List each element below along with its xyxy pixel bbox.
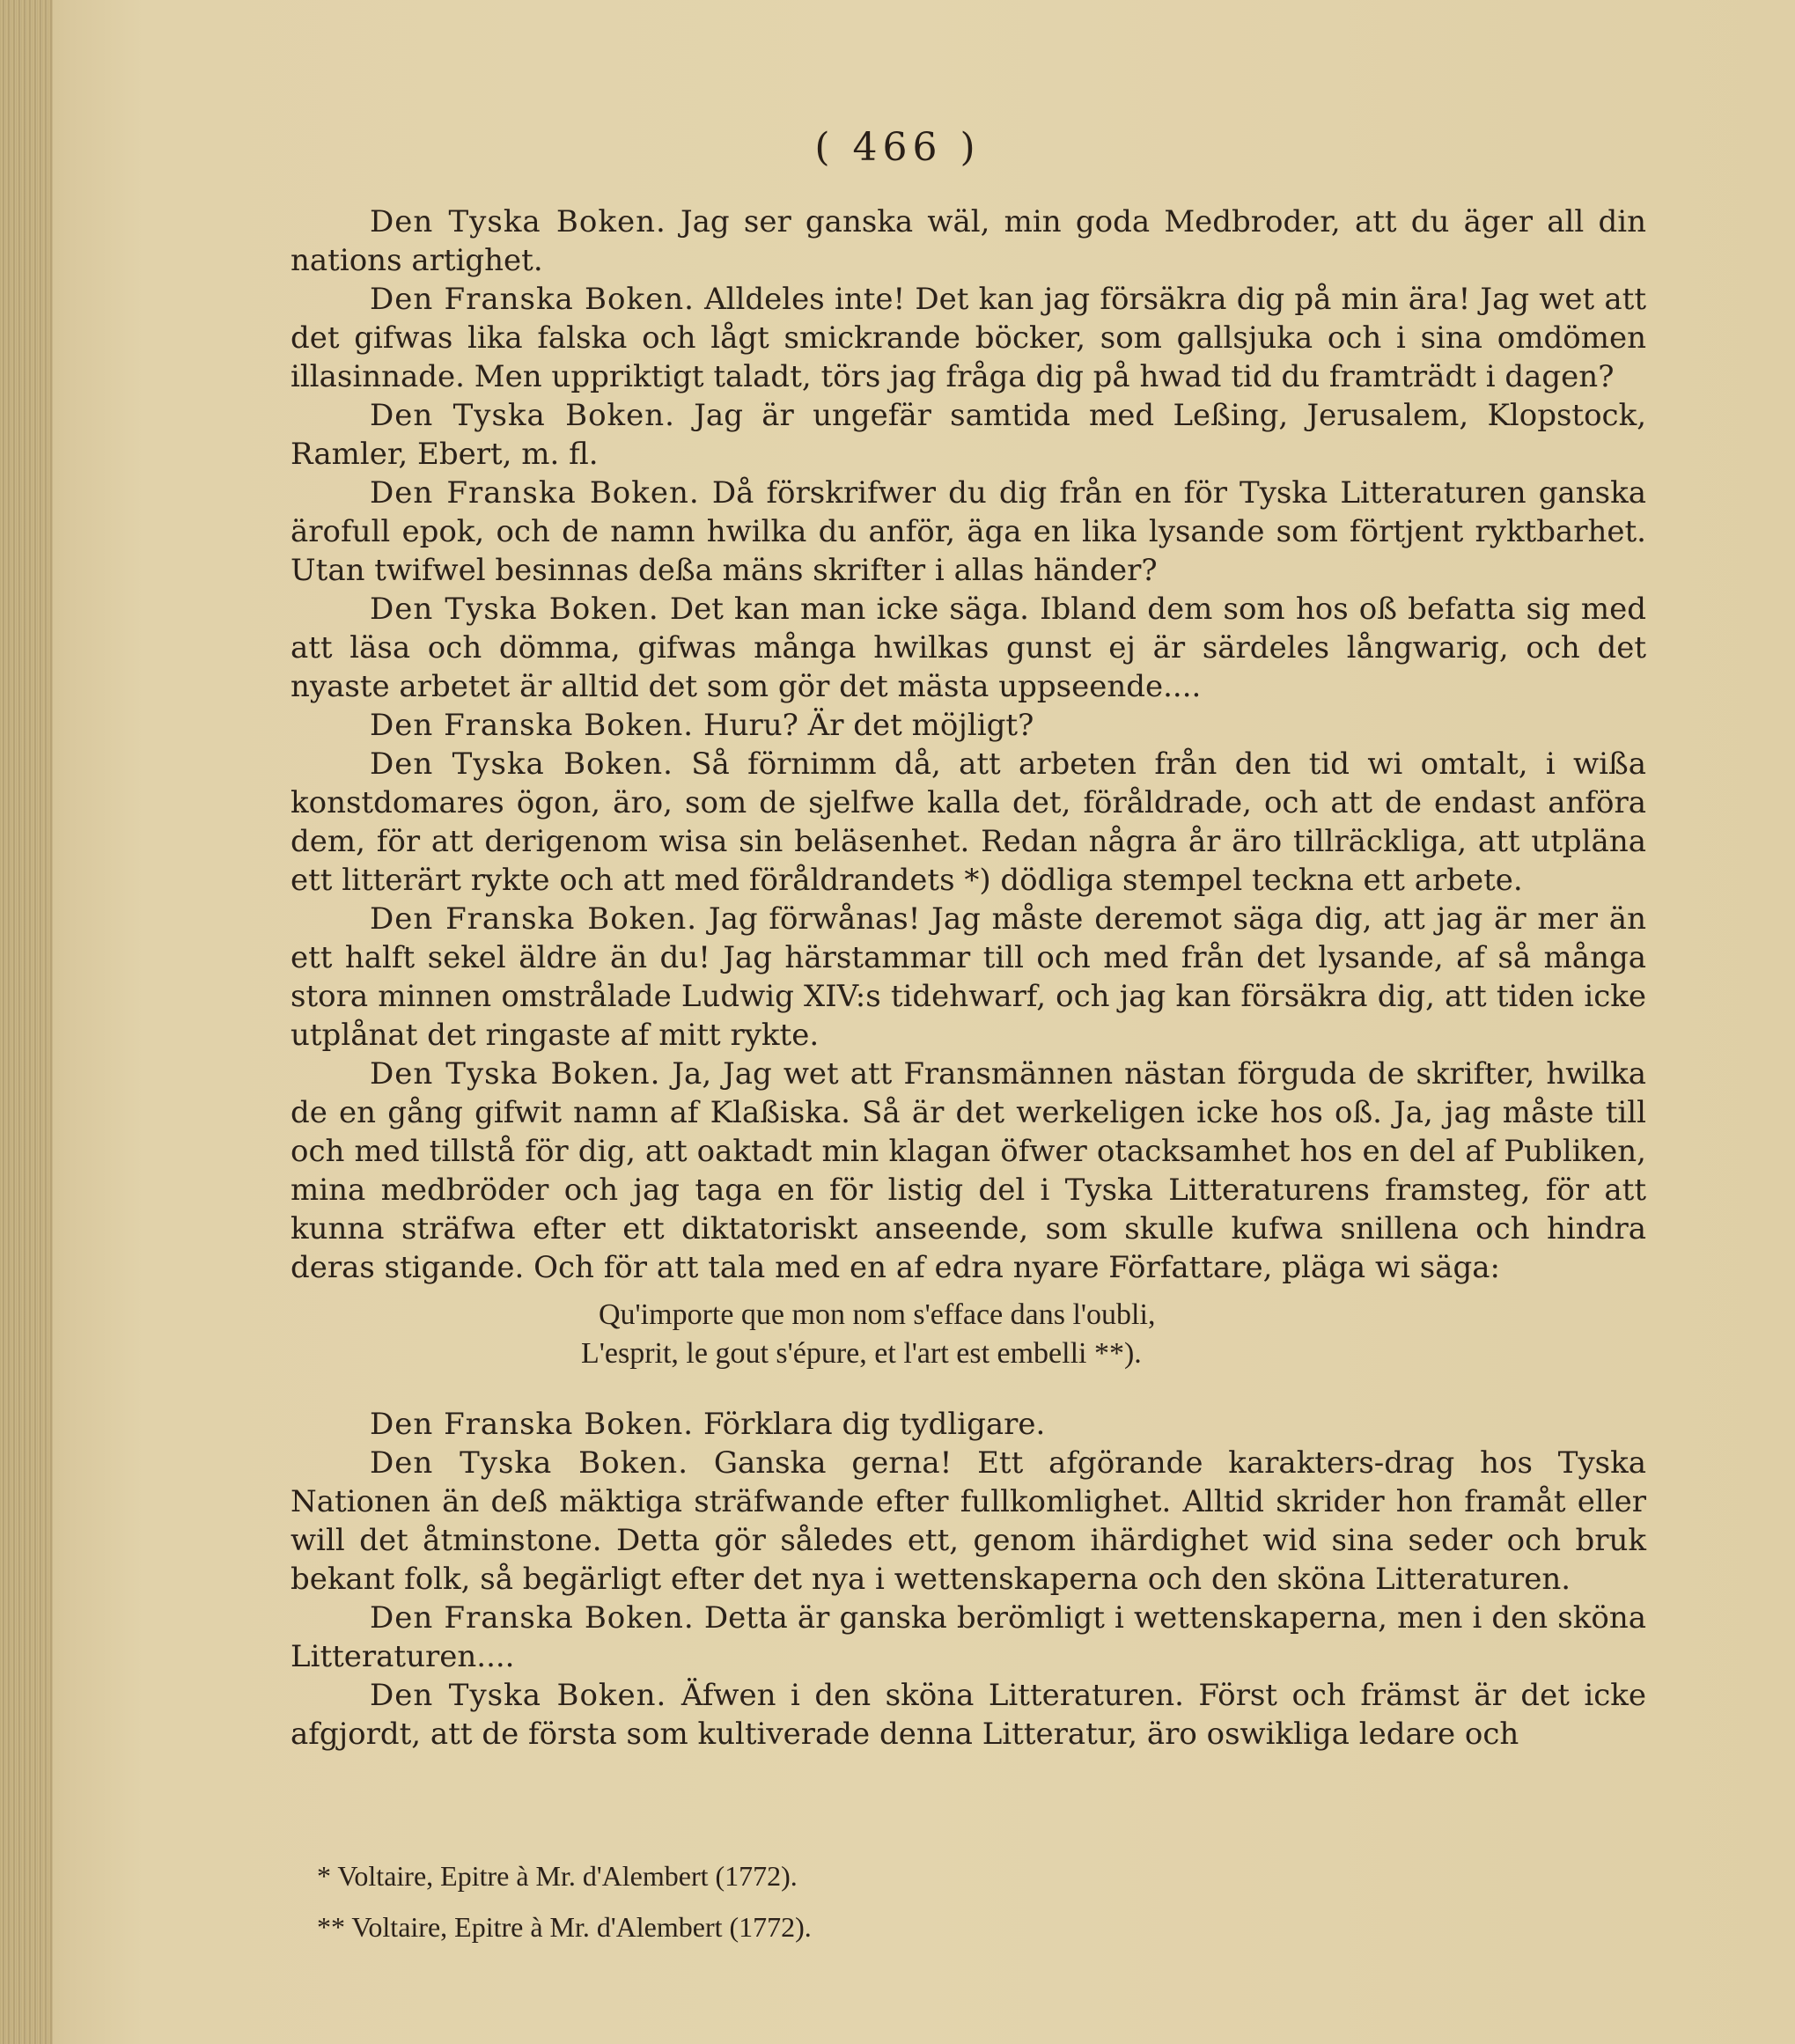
speaker-label: Den Tyska Boken.: [370, 398, 675, 433]
paragraph: [291, 1676, 1646, 1754]
speaker-label: Den Tyska Boken.: [370, 1445, 689, 1481]
paragraph: [291, 280, 1646, 396]
speaker-label: Den Franska Boken.: [370, 901, 698, 937]
paragraph-text: Ganska gerna! Ett afgörande karakters-drag hos Tyska Nationen än deß mäktiga sträfwande efter fullkomlighet. Alltid skrider hon framåt eller will det åtminstone. Detta gör således ett, genom ihärdighet wid sina seder och bruk bekant folk, så begärligt efter det nya i wettenskaperna och den sköna Litteraturen.: [291, 1445, 1646, 1597]
paragraph: [291, 1599, 1646, 1676]
speaker-label: Den Franska Boken.: [370, 475, 700, 511]
verse-line: Qu'importe que mon nom s'efface dans l'oubli,: [599, 1298, 1156, 1331]
verse-quotation: [581, 1296, 1646, 1373]
footnote: ** Voltaire, Epitre à Mr. d'Alembert (1772).: [317, 1911, 812, 1943]
speaker-label: Den Tyska Boken.: [370, 204, 666, 239]
footnotes: [317, 1850, 812, 1952]
paragraph-text: Jag är ungefär samtida med Leßing, Jerusalem, Klopstock, Ramler, Ebert, m. fl.: [291, 398, 1647, 472]
paragraph: [291, 1405, 1646, 1444]
paragraph-text: Detta är ganska berömligt i wettenskaperna, men i den sköna Litteraturen....: [291, 1600, 1646, 1674]
paragraph-text: Jag ser ganska wäl, min goda Medbroder, att du äger all din nations artighet.: [291, 204, 1647, 278]
speaker-label: Den Franska Boken.: [370, 1600, 695, 1636]
paragraph-text: Jag förwånas! Jag måste deremot säga dig, att jag är mer än ett halft sekel äldre än du! Jag härstammar till och med från det lysande, af så många stora minnen omstrålade Ludwig XIV:s tidehwarf, och jag kan försäkra dig, att tiden icke utplånat det ringaste af mitt rykte.: [291, 901, 1646, 1053]
paragraph: [291, 202, 1646, 280]
paragraph-text: Ja, Jag wet att Fransmännen nästan förguda de skrifter, hwilka de en gång gifwit namn af Klaßiska. Så är det werkeligen icke hos oß. Ja, jag måste till och med tillstå för dig, att oaktadt min klagan öfwer otacksamhet hos en del af Publiken, mina medbröder och jag taga en för listig del i Tyska Litteraturens framsteg, för att kunna sträfwa efter ett diktatoriskt anseende, som skulle kufwa snillena och hindra deras stigande. Och för att tala med en af edra nyare Författare, pläga wi säga:: [291, 1056, 1646, 1285]
verse-line: L'esprit, le gout s'épure, et l'art est embelli **).: [581, 1337, 1142, 1370]
paragraph-text: Alldeles inte! Det kan jag försäkra dig på min ära! Jag wet att det gifwas lika falska och lågt smickrande böcker, som gallsjuka och i sina omdömen illasinnade. Men uppriktigt taladt, törs jag fråga dig på hwad tid du framträdt i dagen?: [291, 282, 1646, 394]
main-text: [291, 202, 1646, 1754]
speaker-label: Den Tyska Boken.: [370, 1678, 667, 1713]
speaker-label: Den Franska Boken.: [370, 282, 695, 317]
paragraph: [291, 396, 1646, 474]
paragraph: [291, 706, 1646, 745]
page-edge-decoration: [0, 0, 53, 2044]
speaker-label: Den Franska Boken.: [370, 1407, 695, 1442]
speaker-label: Den Tyska Boken.: [370, 746, 673, 782]
paragraph: [291, 900, 1646, 1055]
paragraph: [291, 590, 1646, 706]
speaker-label: Den Tyska Boken.: [370, 592, 659, 627]
paragraph: [291, 474, 1646, 590]
paragraph-text: Äfwen i den sköna Litteraturen. Först och främst är det icke afgjordt, att de första som kultiverade denna Litteratur, äro oswikliga ledare och: [291, 1678, 1647, 1752]
footnote: * Voltaire, Epitre à Mr. d'Alembert (1772).: [317, 1860, 798, 1892]
paragraph-text: Förklara dig tydligare.: [703, 1407, 1046, 1442]
speaker-label: Den Franska Boken.: [370, 708, 695, 743]
page-number: ( 466 ): [814, 125, 981, 170]
paragraph: [291, 1444, 1646, 1599]
paragraph-text: Det kan man icke säga. Ibland dem som hos oß befatta sig med att läsa och dömma, gifwas många hwilkas gunst ej är särdeles långwarig, och det nyaste arbetet är alltid det som gör det mästa uppseende....: [291, 592, 1647, 704]
paragraph-text: Då förskrifwer du dig från en för Tyska Litteraturen ganska ärofull epok, och de namn hwilka du anför, äga en lika lysande som förtjent ryktbarhet. Utan twifwel besinnas deßa mäns skrifter i allas händer?: [291, 475, 1646, 588]
paragraph: [291, 1055, 1646, 1287]
paragraph-text: Så förnimm då, att arbeten från den tid wi omtalt, i wißa konstdomares ögon, äro, som de sjelfwe kalla det, föråldrade, och att de endast anföra dem, för att derigenom wisa sin beläsenhet. Redan några år äro tillräckliga, att utpläna ett litterärt rykte och att med föråldrandets *) dödliga stempel teckna ett arbete.: [291, 746, 1646, 898]
paragraph-text: Huru? Är det möjligt?: [703, 708, 1034, 743]
paragraph: [291, 745, 1646, 900]
speaker-label: Den Tyska Boken.: [370, 1056, 661, 1092]
